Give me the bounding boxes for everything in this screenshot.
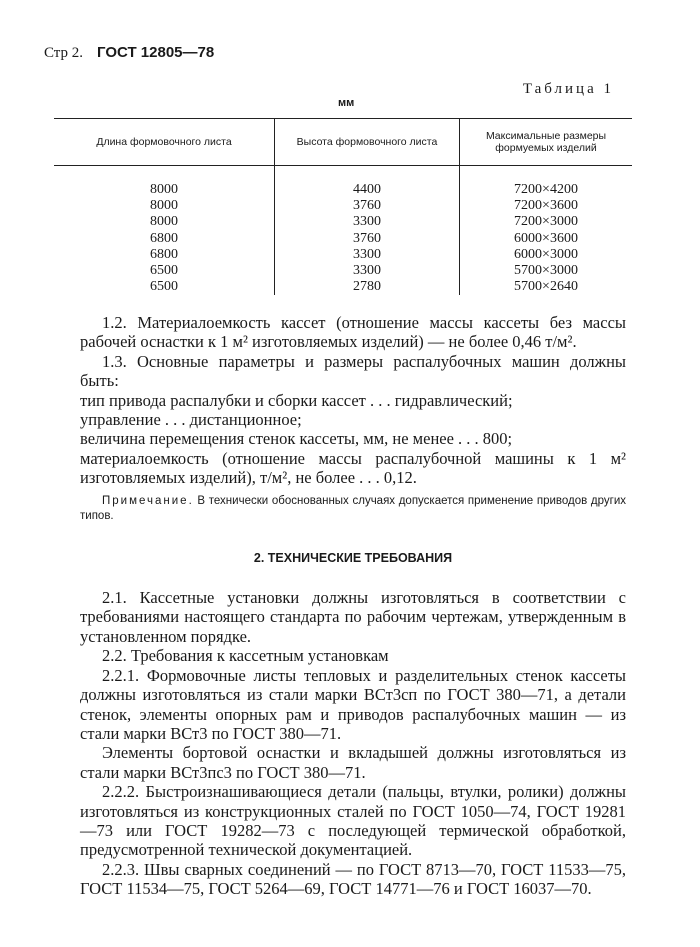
table-cell: 3300 (353, 214, 381, 230)
table-cell: 3300 (353, 246, 381, 262)
paragraph-2-2-2: 2.2.2. Быстроизнашивающиеся детали (пальцы, втулки, ролики) должны изготовляться из конструкционных сталей по ГОСТ 1050—74, ГОСТ 19281—73 или ГОСТ 19282—73 с последующей термической обработкой, предусмотренной технической документацией. (80, 782, 626, 860)
table-cell: 7200×3600 (514, 198, 578, 214)
table-cell: 6500 (150, 263, 178, 279)
table-cell: 3760 (353, 198, 381, 214)
table-cell: 5700×3000 (514, 263, 578, 279)
sheet-height-column (275, 166, 460, 296)
table-cell: 6800 (150, 246, 178, 262)
note-label: Примечание. (102, 494, 194, 507)
table-cell: 6000×3600 (514, 230, 578, 246)
table-cell: 7200×4200 (514, 182, 578, 197)
note-text: В технически обоснованных случаях допускается применение приводов других типов. (80, 494, 626, 523)
column-header-max-product-size: Максимальные размеры формуемых изделий (460, 119, 633, 166)
table-cell: 6000×3000 (514, 246, 578, 262)
sheet-length-column (54, 166, 275, 296)
paragraph-2-1: 2.1. Кассетные установки должны изготовляться в соответствии с требованиями настоящего стандарта по рабочим чертежам, утвержденным в установленном порядке. (80, 588, 626, 646)
column-header-sheet-height: Высота формовочного листа (275, 119, 460, 166)
parameters-table (54, 118, 632, 295)
table-cell: 2780 (353, 279, 381, 295)
paragraph-2-2: 2.2. Требования к кассетным установкам (102, 646, 389, 666)
table-cell: 7200×3000 (514, 214, 578, 230)
param-material-intensity: материалоемкость (отношение массы распалубочной машины к 1 м² изготовляемых изделий), т/м², не более . . . 0,12. (80, 448, 626, 488)
paragraph-1-3: 1.3. Основные параметры и размеры распалубочных машин должны быть: (80, 351, 626, 391)
table-cell: 8000 (150, 214, 178, 230)
table-units: мм (338, 97, 355, 109)
standard-number: ГОСТ 12805—78 (97, 44, 215, 61)
body-text (80, 313, 626, 899)
note (80, 494, 626, 525)
section-title: 2. ТЕХНИЧЕСКИЕ ТРЕБОВАНИЯ (253, 550, 453, 565)
table-cell: 6800 (150, 230, 178, 246)
param-wall-travel: величина перемещения стенок кассеты, мм, не менее . . . 800; (80, 429, 513, 449)
table-header-row (54, 119, 632, 166)
table-cell: 3760 (353, 230, 381, 246)
page-number: Стр 2. (44, 45, 84, 61)
table-cell: 8000 (150, 182, 178, 197)
paragraph-2-2-1: 2.2.1. Формовочные листы тепловых и разделительных стенок кассеты должны изготовляться из стали марки ВСт3сп по ГОСТ 380—71, а детали стенок, элементы опорных рам и приводов распалубочных машин — из стали марки ВСт3 по ГОСТ 380—71. (80, 665, 626, 743)
table-cell: 8000 (150, 198, 178, 214)
table-cell: 6500 (150, 279, 178, 295)
paragraph-2-2-1-b: Элементы бортовой оснастки и вкладышей должны изготовляться из стали марки ВСт3пс3 по ГОСТ 380—71. (80, 743, 626, 782)
table-caption: Таблица 1 (522, 81, 614, 97)
param-control: управление . . . дистанционное; (80, 410, 302, 430)
paragraph-1-2: 1.2. Материалоемкость кассет (отношение массы кассеты без массы рабочей оснастки к 1 м² изготовляемых изделий) — не более 0,46 т/м². (80, 313, 626, 352)
param-drive-type: тип привода распалубки и сборки кассет . . . гидравлический; (80, 390, 513, 410)
paragraph-2-2-3: 2.2.3. Швы сварных соединений — по ГОСТ 8713—70, ГОСТ 11533—75, ГОСТ 11534—75, ГОСТ 5264—69, ГОСТ 14771—76 и ГОСТ 16037—70. (80, 859, 626, 899)
table-cell: 3300 (353, 263, 381, 279)
table-cell: 4400 (353, 182, 381, 197)
max-product-size-column (460, 166, 633, 296)
table-cell: 5700×2640 (514, 279, 578, 295)
page-header (44, 44, 214, 62)
column-header-sheet-length: Длина формовочного листа (54, 119, 275, 166)
table-body-row (54, 166, 632, 296)
